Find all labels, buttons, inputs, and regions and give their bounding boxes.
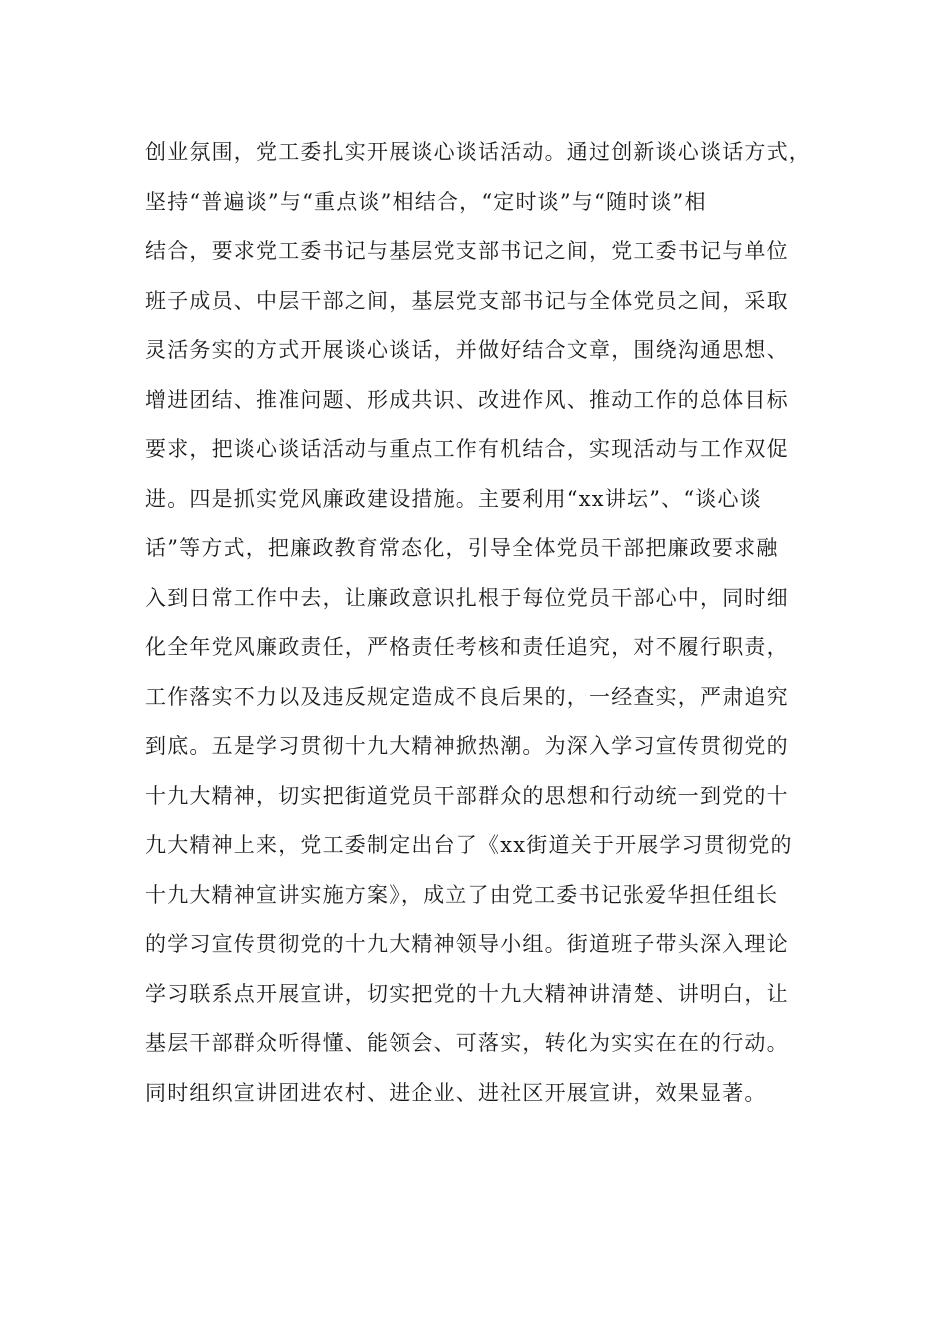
text-line: 到底。五是学习贯彻十九大精神掀热潮。为深入学习宣传贯彻党的: [145, 734, 789, 758]
text-line: 化全年党风廉政责任，严格责任考核和责任追究，对不履行职责，: [145, 635, 789, 659]
text-line: 创业氛围，党工委扎实开展谈心谈话活动。通过创新谈心谈话方式，: [145, 140, 811, 164]
text-line: 九大精神上来，党工委制定出台了《xx街道关于开展学习贯彻党的: [145, 833, 793, 857]
text-line: 工作落实不力以及违反规定造成不良后果的，一经查实，严肃追究: [145, 684, 789, 709]
text-line: 班子成员、中层干部之间，基层党支部书记与全体党员之间，采取: [145, 288, 789, 313]
text-line: 增进团结、推准问题、形成共识、改进作风、推动工作的总体目标: [145, 387, 789, 412]
text-line: 十九大精神，切实把街道党员干部群众的思想和行动统一到党的十: [145, 783, 789, 808]
text-line: 要求，把谈心谈话活动与重点工作有机结合，实现活动与工作双促: [145, 437, 789, 461]
body-paragraph: [145, 132, 815, 1122]
text-line: 十九大精神宣讲实施方案》，成立了由党工委书记张爱华担任组长: [145, 882, 779, 907]
text-line: 同时组织宣讲团进农村、进企业、进社区开展宣讲，效果显著。: [145, 1080, 767, 1105]
text-line: 入到日常工作中去，让廉政意识扎根于每位党员干部心中，同时细: [145, 585, 789, 610]
text-line: 坚持“普遍谈”与“重点谈”相结合，“定时谈”与“随时谈”相: [145, 189, 707, 214]
text-line: 灵活务实的方式开展谈心谈话，并做好结合文章，围绕沟通思想、: [145, 338, 789, 362]
text-line: 的学习宣传贯彻党的十九大精神领导小组。街道班子带头深入理论: [145, 932, 789, 956]
text-line: 结合，要求党工委书记与基层党支部书记之间，党工委书记与单位: [145, 239, 789, 263]
text-line: 基层干部群众听得懂、能领会、可落实，转化为实实在在的行动。: [145, 1031, 789, 1055]
text-line: 进。四是抓实党风廉政建设措施。主要利用“xx讲坛”、“谈心谈: [145, 486, 762, 511]
text-line: 话”等方式，把廉政教育常态化，引导全体党员干部把廉政要求融: [145, 536, 779, 560]
text-line: 学习联系点开展宣讲，切实把党的十九大精神讲清楚、讲明白，让: [145, 981, 789, 1006]
